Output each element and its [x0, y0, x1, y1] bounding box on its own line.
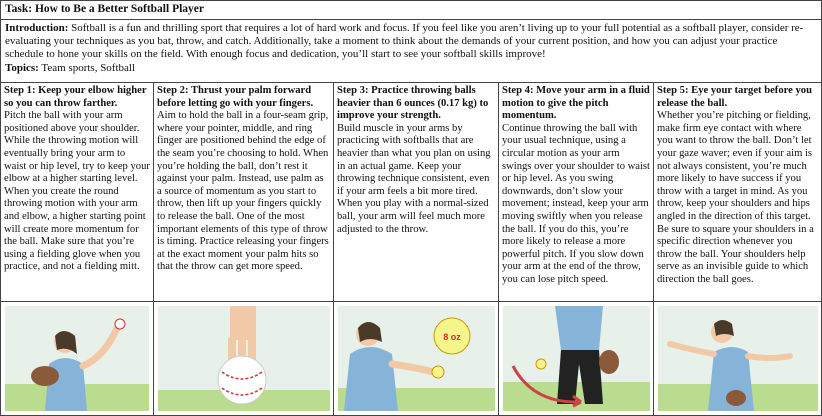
- step-1: [1, 83, 153, 301]
- pitcher-elbow-high-image: [5, 306, 149, 411]
- step-title: Step 1: Keep your elbow higher so you can throw farther.: [4, 85, 147, 109]
- step-body: Continue throwing the ball with your usual technique, using a circular motion as your arm swings over your shoulder to waist or hip level. As you swing downwards, don’t slow your movement; instead, keep your arm moving swiftly when you release the ball. If you do this, you’re more likely to release a more powerful pitch. If you slow down your arm at the end of the throw, you can lose pitch speed.: [502, 122, 651, 285]
- illustrations-row: [1, 302, 821, 415]
- step-body: Whether you’re pitching or fielding, make firm eye contact with where you want to throw the ball. Don’t let your gaze waver; even if your aim is not always consistent, you’re much more likely to have success if you throw with a target in mind. As you throw, keep your shoulders and hips angled in the direction of this target. Be sure to square your shoulders in a specific direction whenever you throw the ball. Your shoulders help serve as an invisible guide to which direction the ball goes.: [657, 110, 814, 285]
- step-title: Step 5: Eye your target before you release the ball.: [657, 85, 812, 109]
- step-1-illustration: [1, 302, 153, 415]
- ball-weight-label: 8 oz: [443, 332, 461, 342]
- step-5: [653, 83, 821, 301]
- intro-label: Introduction:: [5, 22, 69, 34]
- step-title: Step 4: Move your arm in a fluid motion to give the pitch momentum.: [502, 85, 650, 122]
- step-4: [498, 83, 653, 301]
- step-5-illustration: [653, 302, 821, 415]
- topics-text: Team sports, Softball: [41, 61, 136, 74]
- heavy-ball-image: [338, 306, 495, 411]
- step-body: Build muscle in your arms by practicing with softballs that are heavier than what you plan on using in an actual game. Keep your throwing technique consistent, even if your arm feels a bit more tired. When you play with a normal-sized ball, your arm will feel much more adjusted to the throw.: [337, 122, 491, 235]
- introduction: [1, 20, 821, 83]
- step-4-illustration: [498, 302, 653, 415]
- steps-row: [1, 83, 821, 302]
- step-3: [333, 83, 498, 301]
- fluid-motion-image: [503, 306, 650, 411]
- step-title: Step 2: Thrust your palm forward before letting go with your fingers.: [157, 85, 314, 109]
- step-3-illustration: [333, 302, 498, 415]
- topics-label: Topics:: [5, 61, 39, 74]
- step-title: Step 3: Practice throwing balls heavier than 6 ounces (0.17 kg) to improve your strength.: [337, 85, 489, 122]
- step-body: Pitch the ball with your arm positioned above your shoulder. While the throwing motion will eventually bring your arm to waist or hip level, try to keep your elbow at a higher starting level. When you create the round throwing motion with your arm and elbow, a higher starting point will create more momentum for the ball. Make sure that you’re using a fielding glove when you practice, and not a fielding mitt.: [4, 110, 150, 273]
- intro-text: Softball is a fun and thrilling sport that requires a lot of hard work and focus. If you feel like you aren’t living up to your full potential as a softball player, consider re-evaluating your techniques as you bat, throw, and catch. Additionally, take a moment to think about the demands of your current position, and how you can adjust your practice schedule to hone your skills on the field. With enough focus and dedication, you’ll start to see your softball skills improve!: [5, 22, 804, 61]
- step-2-illustration: [153, 302, 333, 415]
- step-body: Aim to hold the ball in a four-seam grip, where your pointer, middle, and ring finger are positioned behind the edge of the seam you’re choosing to hold. When you’re holding the ball, don’t rest it against your palm. Instead, use palm as a source of momentum as you start to throw, then lift up your fingers quickly to release the ball. One of the most important elements of this type of throw is timing. Practice releasing your fingers at the exact moment your palm hits so that the throw can get more speed.: [157, 110, 329, 273]
- four-seam-grip-image: [158, 306, 330, 411]
- task-title: Task: How to Be a Better Softball Player: [1, 1, 821, 20]
- step-2: [153, 83, 333, 301]
- eye-target-image: [658, 306, 818, 411]
